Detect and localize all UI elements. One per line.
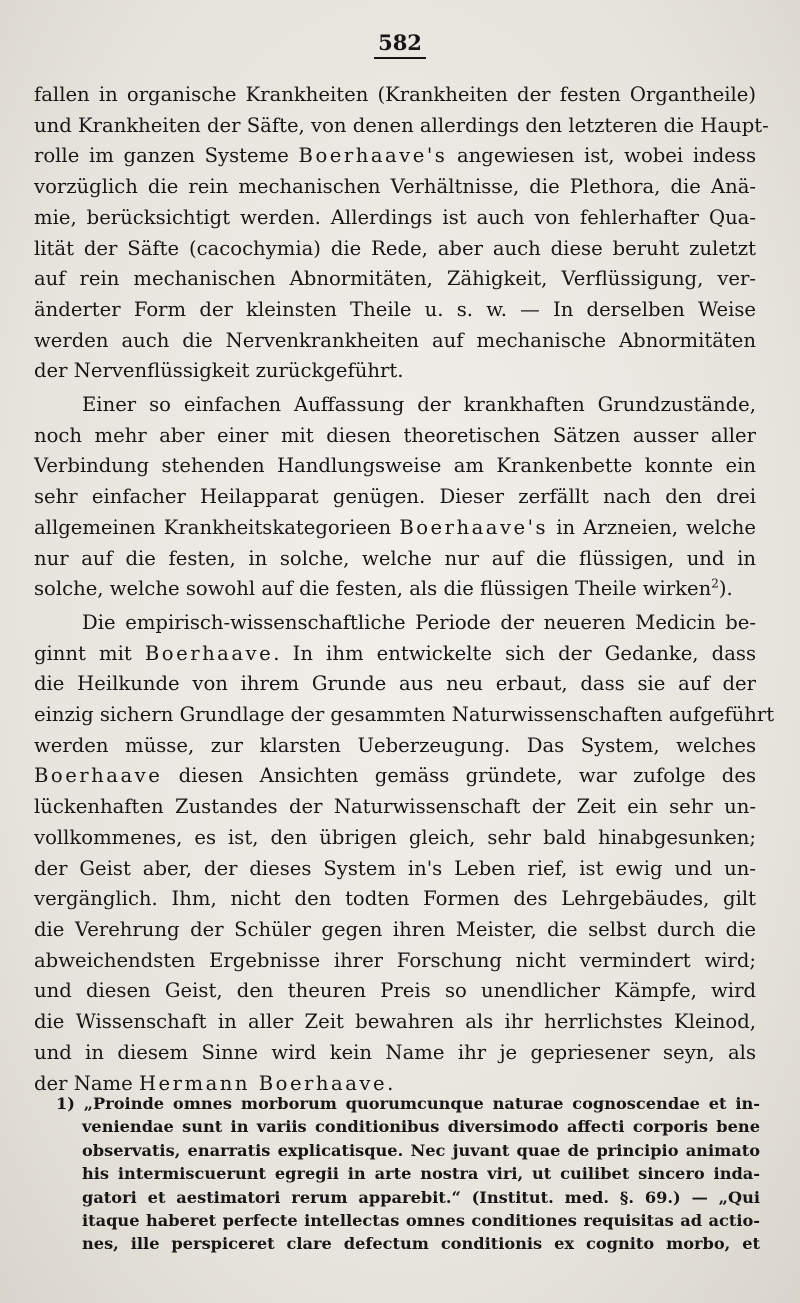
text-line: und diesen Geist, den theuren Preis so unendlicher Kämpfe, wird [34,979,756,1003]
emphasized-name: Boerhaave [34,764,163,788]
footnote-line: 1) „Proinde omnes morborum quorumcunque naturae cognoscendae et in- [56,1094,760,1113]
text-line [34,761,756,792]
text-run: angewiesen ist, wobei indess [447,144,756,168]
text-run: rolle im ganzen Systeme [34,144,299,168]
text-line: Einer so einfachen Auffassung der krankhaften Grundzustände, [82,393,756,417]
text-line: die Wissenschaft in aller Zeit bewahren als ihr herrlichstes Kleinod, [34,1010,756,1034]
text-run: ). [718,577,733,601]
text-line: mie, berücksichtigt werden. Allerdings ist auch von fehlerhafter Qua- [34,205,756,229]
text-line: lität der Säfte (cacochymia) die Rede, aber auch diese beruht zuletzt [34,236,756,260]
footnote-line: veniendae sunt in variis conditionibus diversimodo affecti corporis bene [82,1117,760,1137]
body-text [34,80,775,1099]
text-line: der Nervenflüssigkeit zurückgeführt. [34,359,404,383]
footnote-line: gatori et aestimatori rerum apparebit.“ (Institut. med. §. 69.) — „Qui [82,1187,760,1207]
footnote-ref: 2 [711,576,719,591]
text-run: diesen Ansichten gemäss gründete, war zufolge des [162,764,756,788]
page-number: 582 [0,30,800,55]
text-line: Verbindung stehenden Handlungsweise am Krankenbette konnte ein [34,454,756,478]
footnote-line: itaque haberet perfecte intellectas omnes conditiones requisitas ad actio- [82,1211,760,1231]
text-run: der Name [34,1071,139,1095]
text-run: in Arzneien, welche [548,515,756,539]
text-line: einzig sichern Grundlage der gesammten Naturwissenschaften aufgeführt [34,703,775,727]
text-line: Die empirisch-wissenschaftliche Periode der neueren Medicin be- [82,610,756,634]
text-line: und in diesem Sinne wird kein Name ihr je gepriesener seyn, als [34,1040,756,1064]
text-line [34,513,756,544]
paragraph [34,80,769,387]
footnote-line: observatis, enarratis explicatisque. Nec juvant quae de principio animato [82,1140,760,1160]
footnote-line: nes, ille perspiceret clare defectum conditionis ex cognito morbo, et [82,1234,760,1254]
text-run: . [387,1071,394,1095]
text-line: vergänglich. Ihm, nicht den todten Formen des Lehrgebäudes, gilt [34,887,756,911]
text-line: abweichendsten Ergebnisse ihrer Forschung nicht vermindert wird; [34,948,756,972]
text-run: . In ihm entwickelte sich der Gedanke, dass [273,641,756,665]
text-run: solche, welche sowohl auf die festen, als die flüssigen Theile wirken [34,577,712,601]
text-run: allgemeinen Krankheitskategorieen [34,515,400,539]
text-line: vorzüglich die rein mechanischen Verhältnisse, die Plethora, die Anä- [34,175,756,199]
text-line: werden auch die Nervenkrankheiten auf mechanische Abnormitäten [34,328,756,352]
emphasized-name: Boerhaave's [298,144,448,168]
text-line: lückenhaften Zustandes der Naturwissenschaft der Zeit ein sehr un- [34,795,756,819]
text-line: der Geist aber, der dieses System in's Leben rief, ist ewig und un- [34,856,756,880]
text-line [34,141,756,172]
text-line: änderter Form der kleinsten Theile u. s. w. — In derselben Weise [34,297,756,321]
text-line: werden müsse, zur klarsten Ueberzeugung. Das System, welches [34,733,756,757]
text-line [34,574,756,605]
emphasized-name: Boerhaave [144,641,274,665]
text-line: die Verehrung der Schüler gegen ihren Meister, die selbst durch die [34,917,756,941]
text-line: fallen in organische Krankheiten (Krankheiten der festen Organtheile) [34,83,756,106]
text-run: ginnt mit [34,641,145,665]
emphasized-name: Hermann Boerhaave [138,1071,388,1095]
text-line [34,639,756,670]
text-line: sehr einfacher Heilapparat genügen. Dieser zerfällt nach den drei [34,485,756,509]
emphasized-name: Boerhaave's [399,515,549,539]
footnotes [56,1092,760,1256]
text-line: nur auf die festen, in solche, welche nur auf die flüssigen, und in [34,546,756,570]
text-line: die Heilkunde von ihrem Grunde aus neu erbaut, dass sie auf der [34,672,756,696]
paragraph [34,608,775,1099]
footnote-line: his intermiscuerunt egregii in arte nostra viri, ut cuilibet sincero inda- [82,1164,760,1184]
text-line: und Krankheiten der Säfte, von denen allerdings den letzteren die Haupt- [34,113,769,137]
text-line: auf rein mechanischen Abnormitäten, Zähigkeit, Verflüssigung, ver- [34,267,756,291]
paragraph [34,390,756,605]
text-line: vollkommenes, es ist, den übrigen gleich, sehr bald hinabgesunken; [34,825,756,849]
text-line: noch mehr aber einer mit diesen theoretischen Sätzen ausser aller [34,423,756,447]
